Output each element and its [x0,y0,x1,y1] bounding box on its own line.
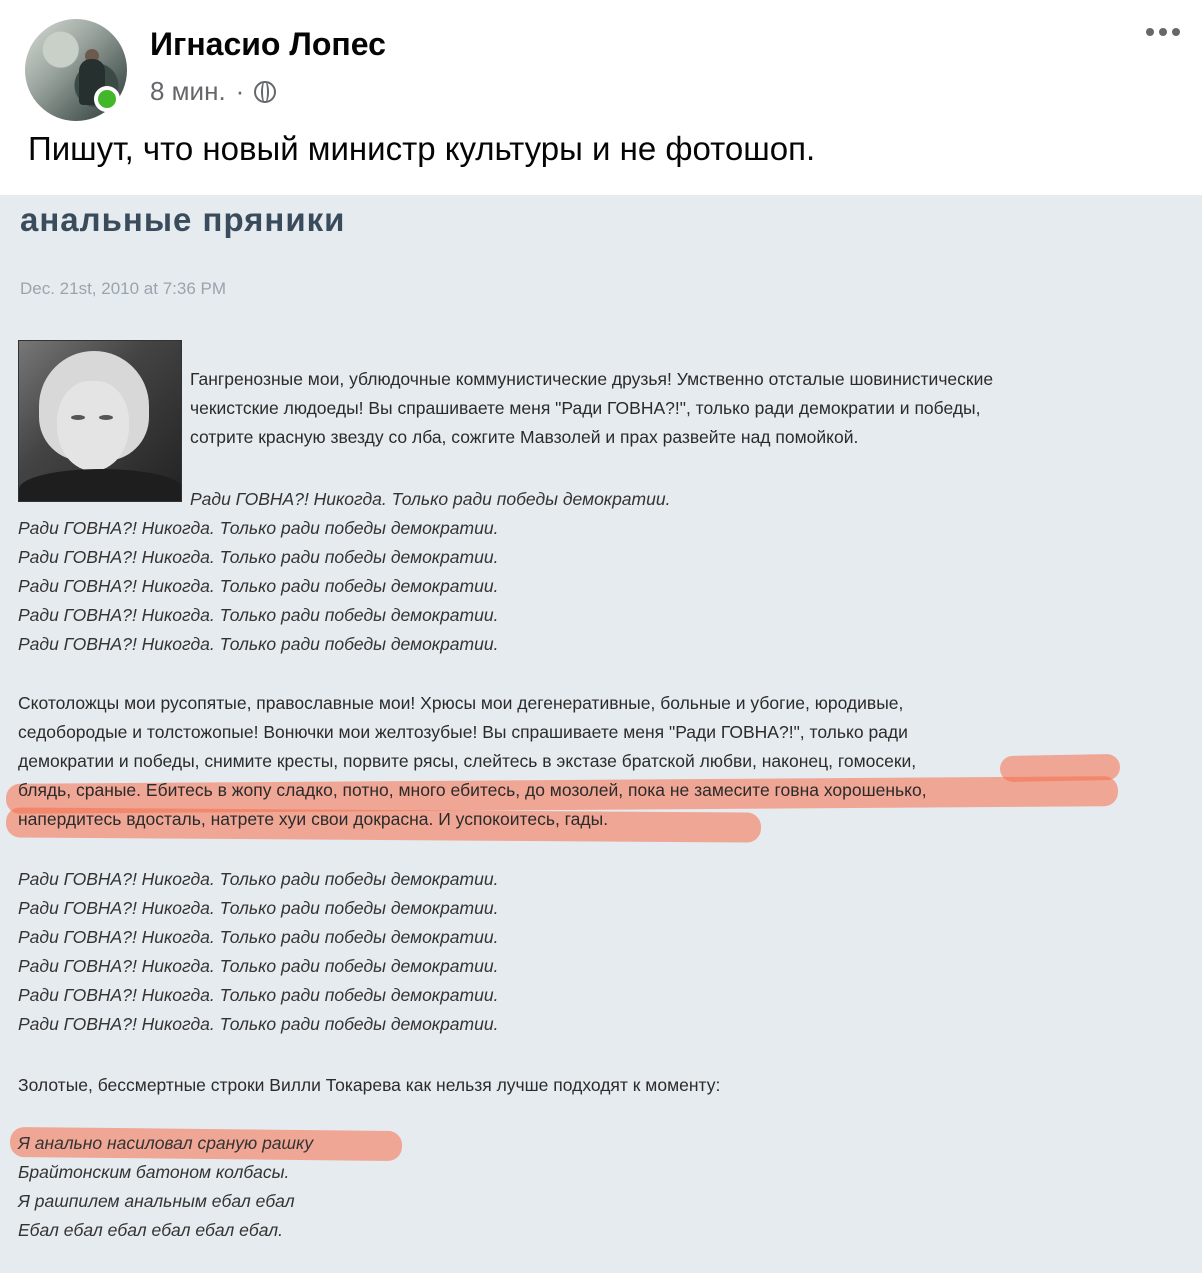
poem-line: Ебал ебал ебал ебал ебал ебал. [18,1220,284,1240]
text-line: демократии и победы, снимите кресты, порвите рясы, слейтесь в экстазе братской любви, наконец, гомосеки, [18,751,917,771]
text-line: напердитесь вдосталь, натрете хуи свои докрасна. И успокоитесь, гады. [18,809,609,829]
refrain-line: Ради ГОВНА?! Никогда. Только ради победы демократии. [18,869,499,889]
author-photo [18,340,182,502]
more-dot [1159,28,1167,36]
post-image[interactable] [0,195,1202,1273]
text-line: чекистские людоеды! Вы спрашиваете меня "Ради ГОВНА?!", только ради демократии и победы, [190,398,981,418]
refrain-line: Ради ГОВНА?! Никогда. Только ради победы демократии. [18,605,499,625]
poem-line: Я рашпилем анальным ебал ебал [18,1191,295,1211]
refrain-line: Ради ГОВНА?! Никогда. Только ради победы демократии. [18,547,499,567]
text-line: Золотые, бессмертные строки Вилли Токарева как нельзя лучше подходят к моменту: [18,1075,721,1095]
refrain-line: Ради ГОВНА?! Никогда. Только ради победы демократии. [190,489,671,509]
online-status-dot [94,86,120,112]
meta-separator: · [235,76,245,106]
photo-eye [99,415,113,420]
photo-eye [71,415,85,420]
photo-face [57,381,129,471]
author-name[interactable]: Игнасио Лопес [150,26,386,62]
poem-line: Брайтонским батоном колбасы. [18,1162,290,1182]
refrain-line: Ради ГОВНА?! Никогда. Только ради победы демократии. [18,956,499,976]
refrain-line: Ради ГОВНА?! Никогда. Только ради победы демократии. [18,927,499,947]
refrain-line: Ради ГОВНА?! Никогда. Только ради победы демократии. [18,985,499,1005]
globe-icon[interactable] [254,81,276,103]
refrain-line: Ради ГОВНА?! Никогда. Только ради победы демократии. [18,634,499,654]
text-line: Скотоложцы мои русопятые, православные мои! Хрюсы мои дегенеративные, больные и убогие, юродивые, [18,693,904,713]
more-options-icon[interactable] [1146,28,1180,36]
text-line: блядь, сраные. Ебитесь в жопу сладко, потно, много ебитесь, до мозолей, пока не замесите говна хорошенько, [18,780,927,800]
refrain-line: Ради ГОВНА?! Никогда. Только ради победы демократии. [18,1014,499,1034]
paragraph-1 [190,365,1180,452]
paragraph-3 [18,1071,720,1100]
more-dot [1172,28,1180,36]
blog-date: Dec. 21st, 2010 at 7:36 PM [20,279,227,298]
blog-title: анальные пряники [20,201,346,238]
post-header [0,0,1202,195]
post-meta [150,76,276,107]
refrain-block-1 [18,485,670,659]
refrain-line: Ради ГОВНА?! Никогда. Только ради победы демократии. [18,898,499,918]
text-line: Гангренозные мои, ублюдочные коммунистические друзья! Умственно отсталые шовинистические [190,369,994,389]
more-dot [1146,28,1154,36]
post-text: Пишут, что новый министр культуры и не фотошоп. [28,130,816,167]
poem-line: Я анально насиловал сраную рашку [18,1133,314,1153]
paragraph-2 [18,689,1148,834]
refrain-line: Ради ГОВНА?! Никогда. Только ради победы демократии. [18,576,499,596]
poem-block [18,1129,313,1245]
refrain-block-2 [18,865,498,1039]
text-line: сотрите красную звезду со лба, сожгите Мавзолей и прах развейте над помойкой. [190,427,859,447]
refrain-line: Ради ГОВНА?! Никогда. Только ради победы демократии. [18,518,499,538]
post-time[interactable]: 8 мин. [150,76,226,106]
text-line: седобородые и толстожопые! Вонючки мои желтозубые! Вы спрашиваете меня "Ради ГОВНА?!", только ради [18,722,908,742]
